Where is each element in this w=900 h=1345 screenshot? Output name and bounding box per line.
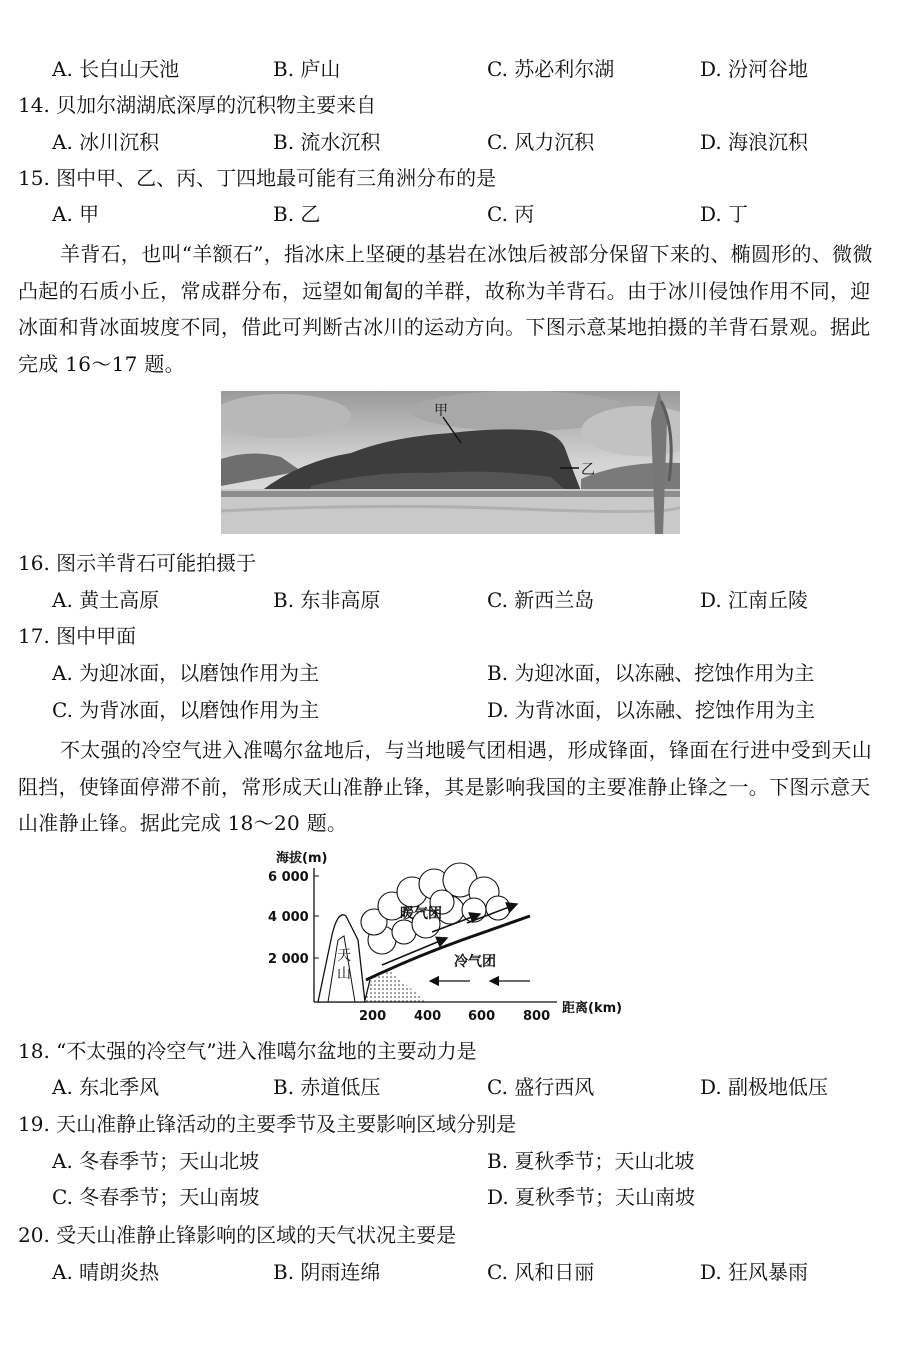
y-tick-6000: 6 000: [268, 870, 309, 885]
cold-air-label: 冷气团: [454, 954, 496, 970]
q19-option-c: C. 冬春季节；天山南坡: [52, 1185, 260, 1209]
mountain-label-2: 山: [337, 966, 351, 982]
mountain-label-1: 天: [337, 948, 351, 964]
q15-stem: 15. 图中甲、乙、丙、丁四地最可能有三角洲分布的是: [18, 166, 497, 190]
q17-option-c: C. 为背冰面，以磨蚀作用为主: [52, 698, 320, 722]
q14-option-c: C. 风力沉积: [487, 130, 595, 154]
y-axis-label: 海拔(m): [276, 851, 328, 866]
passage-stationary-front: 不太强的冷空气进入准噶尔盆地后，与当地暖气团相遇，形成锋面，锋面在行进中受到天山阻挡，使锋面停滞不前，常形成天山准静止锋，其是影响我国的主要准静止锋之一。下图示意天山准静止锋。据此完成 18～20 题。: [18, 738, 872, 835]
q18-option-b: B. 赤道低压: [273, 1075, 381, 1099]
x-tick-200: 200: [359, 1009, 387, 1024]
q16-stem: 16. 图示羊背石可能拍摄于: [18, 551, 257, 575]
y-tick-2000: 2 000: [268, 952, 309, 967]
q14-option-b: B. 流水沉积: [273, 130, 381, 154]
stationary-front-diagram: [262, 840, 642, 1025]
q20-option-b: B. 阴雨连绵: [273, 1260, 381, 1284]
q20-option-a: A. 晴朗炎热: [52, 1260, 160, 1284]
q13-option-a: A. 长白山天池: [52, 57, 180, 81]
q16-option-a: A. 黄土高原: [52, 588, 160, 612]
q19-option-b: B. 夏秋季节；天山北坡: [487, 1149, 695, 1173]
q15-option-a: A. 甲: [52, 202, 100, 226]
q16-option-d: D. 江南丘陵: [700, 588, 809, 612]
q14-option-d: D. 海浪沉积: [700, 130, 809, 154]
q19-option-a: A. 冬春季节；天山北坡: [52, 1149, 260, 1173]
x-tick-800: 800: [523, 1009, 551, 1024]
q17-option-a: A. 为迎冰面，以磨蚀作用为主: [52, 661, 320, 685]
photo-label-yi: 乙: [581, 462, 595, 478]
q16-option-c: C. 新西兰岛: [487, 588, 595, 612]
passage-roche-moutonnee: 羊背石，也叫“羊额石”，指冰床上坚硬的基岩在冰蚀后被部分保留下来的、椭圆形的、微微凸起的石质小丘，常成群分布，远望如匍匐的羊群，故称为羊背石。由于冰川侵蚀作用不同，迎冰面和背冰面坡度不同，借此可判断古冰川的运动方向。下图示意某地拍摄的羊背石景观。据此完成 16～17 题。: [18, 242, 873, 376]
q19-option-d: D. 夏秋季节；天山南坡: [487, 1185, 696, 1209]
q14-option-a: A. 冰川沉积: [52, 130, 160, 154]
q13-option-d: D. 汾河谷地: [700, 57, 809, 81]
x-axis-label: 距离(km): [562, 1001, 623, 1016]
q16-option-b: B. 东非高原: [273, 588, 381, 612]
q19-stem: 19. 天山准静止锋活动的主要季节及主要影响区域分别是: [18, 1112, 517, 1136]
warm-air-label: 暖气团: [400, 906, 442, 922]
q18-option-d: D. 副极地低压: [700, 1075, 829, 1099]
q17-option-d: D. 为背冰面，以冻融、挖蚀作用为主: [487, 698, 816, 722]
q18-option-c: C. 盛行西风: [487, 1075, 595, 1099]
q18-option-a: A. 东北季风: [52, 1075, 160, 1099]
q13-option-b: B. 庐山: [273, 57, 341, 81]
x-tick-600: 600: [468, 1009, 496, 1024]
q20-option-c: C. 风和日丽: [487, 1260, 595, 1284]
q15-option-d: D. 丁: [700, 202, 749, 226]
q15-option-b: B. 乙: [273, 202, 321, 226]
q17-option-b: B. 为迎冰面，以冻融、挖蚀作用为主: [487, 661, 815, 685]
q18-stem: 18. “不太强的冷空气”进入准噶尔盆地的主要动力是: [18, 1039, 477, 1063]
q15-option-c: C. 丙: [487, 202, 535, 226]
roche-moutonnee-photo: [221, 391, 680, 534]
q14-stem: 14. 贝加尔湖湖底深厚的沉积物主要来自: [18, 93, 377, 117]
q17-stem: 17. 图中甲面: [18, 624, 137, 648]
landscape-illustration: [221, 391, 680, 534]
q13-option-c: C. 苏必利尔湖: [487, 57, 615, 81]
q20-option-d: D. 狂风暴雨: [700, 1260, 809, 1284]
x-tick-400: 400: [414, 1009, 442, 1024]
y-tick-4000: 4 000: [268, 910, 309, 925]
photo-label-jia: 甲: [434, 403, 448, 419]
q20-stem: 20. 受天山准静止锋影响的区域的天气状况主要是: [18, 1223, 457, 1247]
